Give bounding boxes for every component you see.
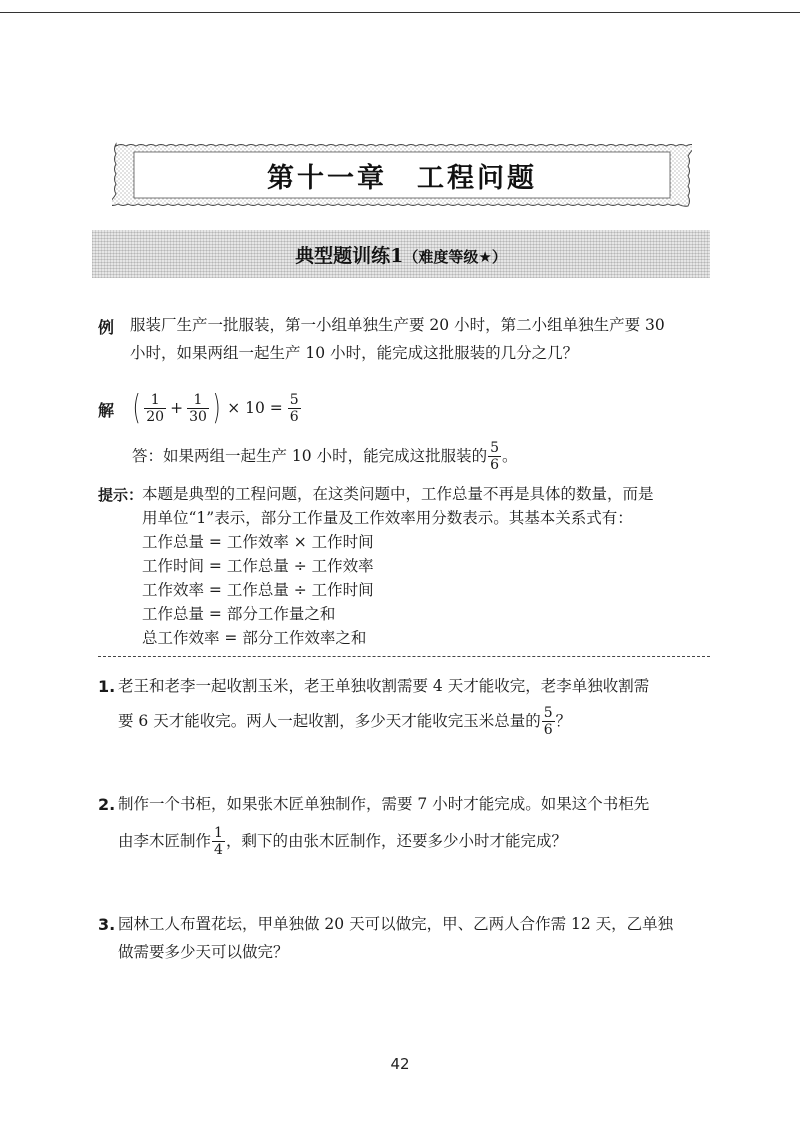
problem-2-fraction: $\frac{1}{4}$ [214,824,223,858]
times-equals: × 10 = [227,399,283,417]
problem-2-line-1: 制作一个书柜，如果张木匠单独制作，需要 7 小时才能完成。如果这个书柜先 [118,795,650,813]
problem-1-number: 1. [98,677,116,696]
section-number: 1 [390,244,404,267]
solution-answer [132,436,518,476]
hint-line-1: 本题是典型的工程问题，在这类问题中，工作总量不再是具体的数量，而是 [142,485,654,503]
example-line-1: 服装厂生产一批服装，第一小组单独生产要 20 小时，第二小组单独生产要 30 [130,316,665,334]
section-title-text: 典型题训练 [295,244,391,267]
section-header [92,230,710,278]
hint-formula-4: 工作总量 = 部分工作量之和 [142,605,336,623]
hint-formula-2: 工作时间 = 工作总量 ÷ 工作效率 [142,557,374,575]
hint-formula-3: 工作效率 = 工作总量 ÷ 工作时间 [142,581,374,599]
right-paren: ) [212,388,221,428]
fraction-result: $\frac{5}{6}$ [289,391,299,425]
left-paren: ( [132,388,141,428]
problem-3-line-2: 做需要多少天可以做完？ [118,943,289,961]
dashed-divider [98,656,710,657]
problem-2-line-2 [118,820,567,862]
example-line-2: 小时，如果两组一起生产 10 小时，能完成这批服装的几分之几？ [130,344,579,362]
problem-2-text: 由李木匠制作 [118,832,212,850]
difficulty-label: （难度等级★） [403,247,507,266]
problem-1-line-1: 老王和老李一起收割玉米，老王单独收割需要 4 天才能收完，老李单独收割需 [118,677,650,695]
problem-1-suffix: ？ [555,712,572,730]
answer-fraction: $\frac{5}{6}$ [490,439,500,473]
fraction-1-20: $\frac{1}{20}$ [146,391,165,425]
top-rule [0,12,800,13]
problem-1-fraction: $\frac{5}{6}$ [543,704,553,738]
hint-label: 提示： [98,486,144,504]
problem-1-text: 要 6 天才能收完。两人一起收割，多少天才能收完玉米总量的 [118,712,541,730]
plus-sign: + [170,399,184,417]
chapter-title: 第十一章 工程问题 [267,162,537,194]
example-label: 例 [98,318,115,337]
solution-formula [130,386,302,430]
problem-2-suffix: ，剩下的由张木匠制作，还要多少小时才能完成？ [225,832,567,850]
section-title [295,241,507,268]
answer-text: 答：如果两组一起生产 10 小时，能完成这批服装的 [132,447,488,465]
hint-formula-5: 总工作效率 = 部分工作效率之和 [142,629,367,647]
solution-label: 解 [98,401,115,420]
problem-1-line-2 [118,700,571,742]
hint-formula-1: 工作总量 = 工作效率 × 工作时间 [142,533,374,551]
problem-3-line-1: 园林工人布置花坛，甲单独做 20 天可以做完，甲、乙两人合作需 12 天，乙单独 [118,915,674,933]
problem-2-number: 2. [98,795,116,814]
hint-line-2: 用单位“1”表示，部分工作量及工作效率用分数表示。其基本关系式有： [142,509,633,527]
answer-suffix: 。 [502,447,518,465]
problem-3-number: 3. [98,915,116,934]
fraction-1-30: $\frac{1}{30}$ [189,391,207,425]
page-number: 42 [390,1055,410,1073]
chapter-banner [112,140,692,210]
